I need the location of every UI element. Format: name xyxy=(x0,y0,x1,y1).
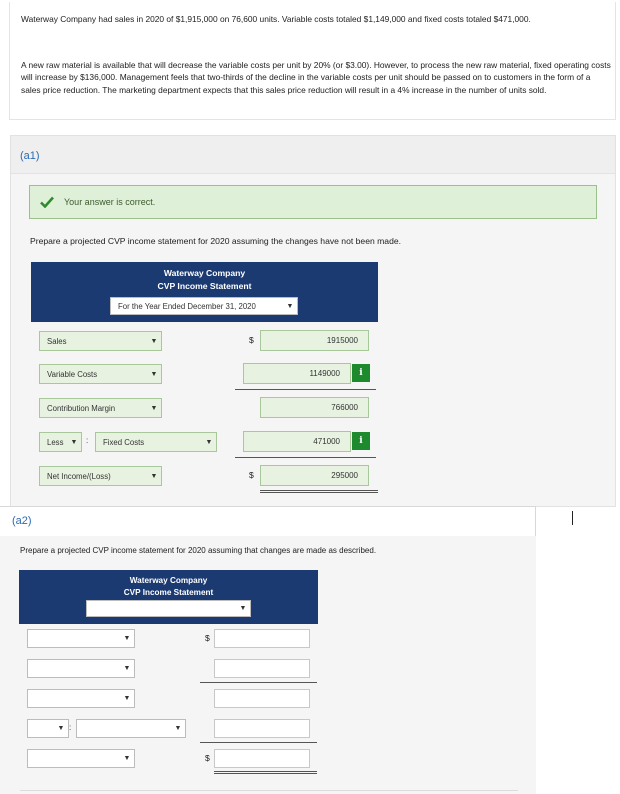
a1-row-label: Contribution Margin xyxy=(47,403,116,413)
chevron-down-icon: ▼ xyxy=(150,337,158,345)
a2-row-5-amount-input[interactable] xyxy=(214,749,310,768)
chevron-down-icon: ▼ xyxy=(286,302,294,310)
a1-statement-title: CVP Income Statement xyxy=(157,281,252,291)
a1-row-label: Variable Costs xyxy=(47,369,98,379)
chevron-down-icon: ▼ xyxy=(70,438,78,446)
a1-period-select[interactable] xyxy=(110,297,298,315)
a1-net-income-value: 295000 xyxy=(331,471,358,480)
checkmark-icon xyxy=(40,196,54,208)
a1-company-name: Waterway Company xyxy=(163,268,246,278)
a2-row-4-prefix-select[interactable] xyxy=(27,719,72,738)
problem-paragraph-2: A new raw material is available that will decrease the variable costs per unit by 20% (or $3.00). However, to process the new raw material, fixed operating costs will increase by $136,000. Management feels that two-thirds of the decline in the variable costs per unit should be passed on to customers in the form of a sales price reduction. The marketing department expects that this sales price reduction will result in a 4% increase in the number of units sold. xyxy=(21,60,611,95)
subtotal-rule xyxy=(200,682,317,683)
a1-row-sales-select[interactable] xyxy=(39,331,162,351)
a1-contribution-margin-value: 766000 xyxy=(331,403,358,412)
a1-contribution-margin-amount-input[interactable] xyxy=(260,397,369,418)
a1-instruction: Prepare a projected CVP income statement for 2020 assuming the changes have not been made. xyxy=(30,236,402,246)
a1-row-net-income-select[interactable] xyxy=(39,466,162,486)
problem-statement xyxy=(9,2,616,120)
a1-fixed-costs-value: 471000 xyxy=(313,437,340,446)
part-a1-label: (a1) xyxy=(20,150,40,162)
a1-row-label: Fixed Costs xyxy=(103,437,145,447)
a2-row-3-amount-input[interactable] xyxy=(214,689,310,708)
chevron-down-icon: ▼ xyxy=(205,438,213,446)
a1-net-income-amount-input[interactable] xyxy=(260,465,369,486)
chevron-down-icon: ▼ xyxy=(123,755,131,762)
a2-row-2-select[interactable] xyxy=(27,659,135,678)
colon-separator: : xyxy=(69,723,72,732)
chevron-down-icon: ▼ xyxy=(123,635,131,642)
chevron-down-icon: ▼ xyxy=(174,725,182,732)
a2-period-select[interactable] xyxy=(86,600,251,617)
feedback-correct-banner xyxy=(29,185,597,219)
chevron-down-icon: ▼ xyxy=(57,725,65,732)
part-a1-panel xyxy=(10,135,616,507)
info-icon[interactable]: i xyxy=(352,364,370,382)
a2-row-5-select[interactable] xyxy=(27,749,135,768)
a1-row-variable-costs-select[interactable] xyxy=(39,364,162,384)
a1-variable-costs-amount-input[interactable] xyxy=(243,363,351,384)
a1-sales-value: 1915000 xyxy=(326,336,358,345)
part-a1-header xyxy=(11,136,615,174)
a2-row-1-select[interactable] xyxy=(27,629,135,648)
a2-row-2-amount-input[interactable] xyxy=(214,659,310,678)
a1-fixed-costs-amount-input[interactable] xyxy=(243,431,351,452)
chevron-down-icon: ▼ xyxy=(150,472,158,480)
subtotal-rule xyxy=(200,742,317,743)
chevron-down-icon: ▼ xyxy=(150,404,158,412)
total-double-rule xyxy=(214,771,317,774)
a1-row-contribution-margin-select[interactable] xyxy=(39,398,162,418)
chevron-down-icon: ▼ xyxy=(123,665,131,672)
a2-row-4-select[interactable] xyxy=(76,719,186,738)
subtotal-rule xyxy=(235,457,376,458)
text-cursor xyxy=(572,511,573,525)
problem-paragraph-1: Waterway Company had sales in 2020 of $1,915,000 on 76,600 units. Variable costs totaled $1,149,000 and fixed costs totaled $471,000. xyxy=(21,14,531,24)
dollar-sign: $ xyxy=(205,633,210,643)
a2-statement-title: CVP Income Statement xyxy=(123,588,214,597)
a2-row-3-select[interactable] xyxy=(27,689,135,708)
colon-separator: : xyxy=(86,436,89,445)
dollar-sign: $ xyxy=(205,753,210,763)
chevron-down-icon: ▼ xyxy=(150,370,158,378)
a2-company-name: Waterway Company xyxy=(129,576,208,585)
a2-row-1-amount-input[interactable] xyxy=(214,629,310,648)
section-divider xyxy=(20,790,518,791)
a2-instruction: Prepare a projected CVP income statement for 2020 assuming that changes are made as described. xyxy=(20,546,377,555)
a1-row-label: Net Income/(Loss) xyxy=(47,471,111,481)
dollar-sign: $ xyxy=(249,470,254,480)
feedback-text: Your answer is correct. xyxy=(64,197,156,207)
a1-row-fixed-costs-select[interactable] xyxy=(95,432,217,452)
subtotal-rule xyxy=(235,389,376,390)
info-icon[interactable]: i xyxy=(352,432,370,450)
part-a2-panel xyxy=(0,536,536,794)
chevron-down-icon: ▼ xyxy=(123,695,131,702)
part-a2-header xyxy=(0,506,536,536)
chevron-down-icon: ▼ xyxy=(239,605,247,612)
a2-row-4-amount-input[interactable] xyxy=(214,719,310,738)
a1-period-value: For the Year Ended December 31, 2020 xyxy=(118,301,256,311)
dollar-sign: $ xyxy=(249,335,254,345)
a1-sales-amount-input[interactable] xyxy=(260,330,369,351)
a1-less-label: Less xyxy=(47,437,64,447)
a1-less-select[interactable] xyxy=(39,432,82,452)
total-double-rule xyxy=(260,490,378,493)
part-a2-label: (a2) xyxy=(12,515,32,527)
a1-variable-costs-value: 1149000 xyxy=(309,369,340,378)
a1-row-label: Sales xyxy=(47,336,67,346)
